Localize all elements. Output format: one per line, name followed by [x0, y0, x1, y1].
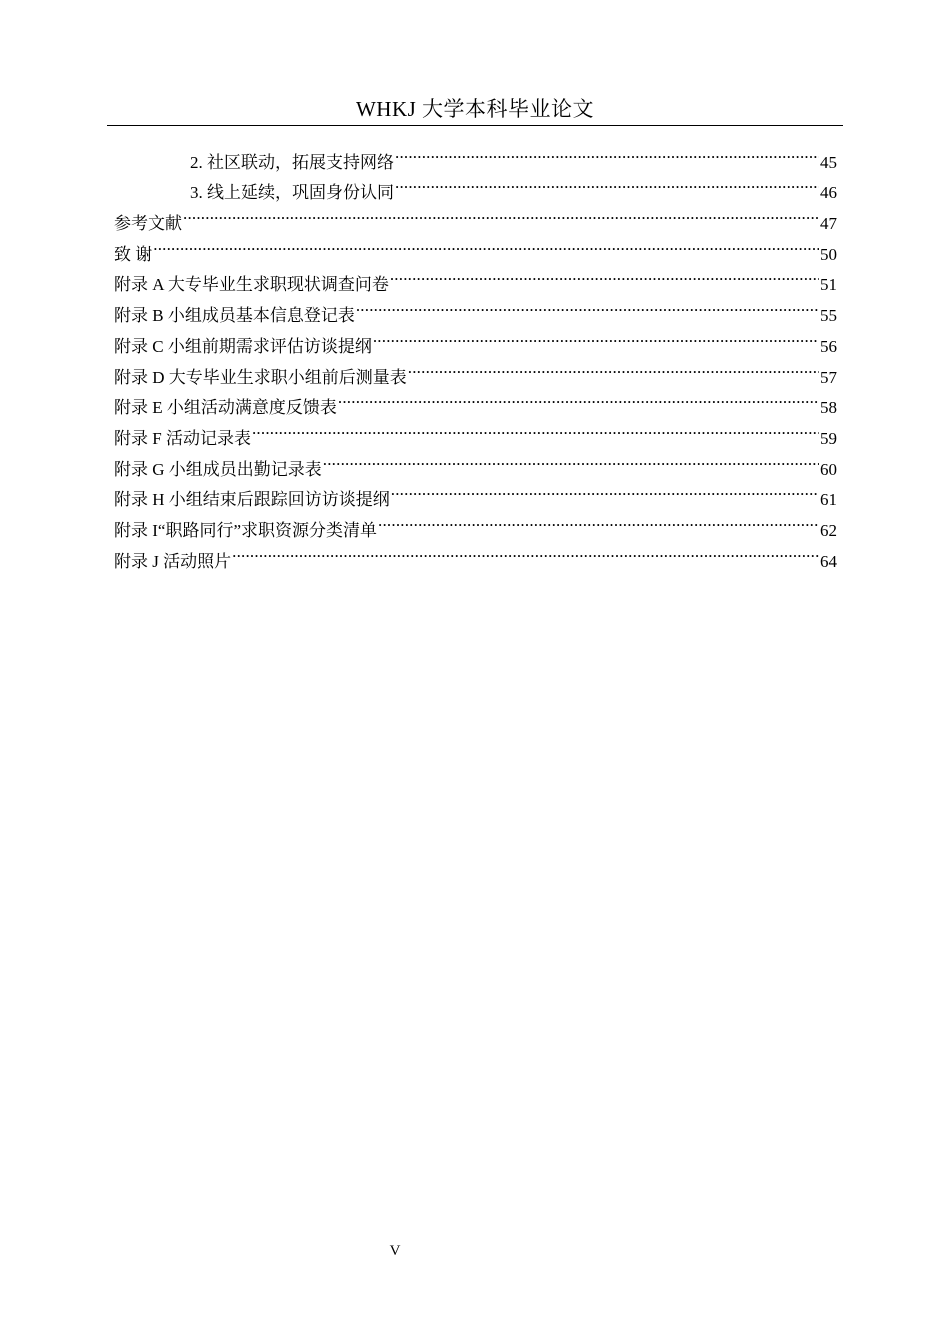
toc-entry-page: 45 [820, 152, 837, 172]
page-number: V [389, 1243, 401, 1259]
toc-entry-title: 附录 D 大专毕业生求职小组前后测量表 [114, 367, 407, 387]
toc-entry-page: 58 [820, 398, 837, 418]
toc-entry-page: 56 [820, 336, 837, 356]
toc-entry-title: 参考文献 [114, 214, 182, 234]
toc-entry-page: 60 [820, 459, 837, 479]
table-of-contents [114, 137, 837, 571]
toc-entry-title: 2. 社区联动，拓展支持网络 [190, 152, 394, 172]
toc-entry-page: 46 [820, 183, 837, 203]
toc-entry-page: 57 [820, 367, 837, 387]
toc-dot-leader [337, 383, 819, 414]
toc-dot-leader [231, 536, 819, 567]
toc-entry-title: 附录 E 小组活动满意度反馈表 [114, 398, 337, 418]
toc-dot-leader [394, 137, 819, 168]
toc-dot-leader [377, 505, 819, 536]
toc-entry[interactable] [114, 229, 837, 264]
toc-entry-title: 附录 C 小组前期需求评估访谈提纲 [114, 336, 372, 356]
toc-entry-title: 附录 F 活动记录表 [114, 428, 251, 448]
toc-entry-title: 致 谢 [114, 244, 153, 264]
toc-dot-leader [390, 475, 819, 506]
toc-entry-page: 59 [820, 428, 837, 448]
toc-entry[interactable] [114, 260, 837, 295]
toc-entry-title: 3. 线上延续，巩固身份认同 [190, 183, 394, 203]
toc-dot-leader [372, 321, 819, 352]
toc-dot-leader [389, 260, 819, 291]
toc-dot-leader [407, 352, 819, 383]
toc-entry-title: 附录 H 小组结束后跟踪回访访谈提纲 [114, 490, 390, 510]
page-header: WHKJ 大学本科毕业论文 [107, 94, 843, 126]
toc-dot-leader [152, 229, 819, 260]
toc-entry-page: 61 [820, 490, 837, 510]
toc-dot-leader [251, 413, 819, 444]
toc-dot-leader [394, 168, 819, 199]
toc-dot-leader [182, 198, 819, 229]
toc-entry-page: 62 [820, 520, 837, 540]
toc-entry-title: 附录 I“职路同行”求职资源分类清单 [114, 520, 378, 540]
toc-entry-title: 附录 A 大专毕业生求职现状调查问卷 [114, 275, 389, 295]
toc-entry-page: 51 [820, 275, 837, 295]
toc-entry-page: 55 [820, 306, 837, 326]
toc-entry-title: 附录 J 活动照片 [114, 551, 232, 571]
toc-entry-page: 50 [820, 244, 837, 264]
toc-entry-title: 附录 G 小组成员出勤记录表 [114, 459, 322, 479]
toc-entry[interactable] [114, 137, 837, 172]
toc-entry-title: 附录 B 小组成员基本信息登记表 [114, 306, 355, 326]
toc-dot-leader [322, 444, 819, 475]
toc-entry[interactable] [114, 198, 837, 234]
toc-entry-page: 64 [820, 551, 837, 571]
toc-entry-page: 47 [820, 214, 837, 234]
toc-dot-leader [355, 290, 819, 321]
